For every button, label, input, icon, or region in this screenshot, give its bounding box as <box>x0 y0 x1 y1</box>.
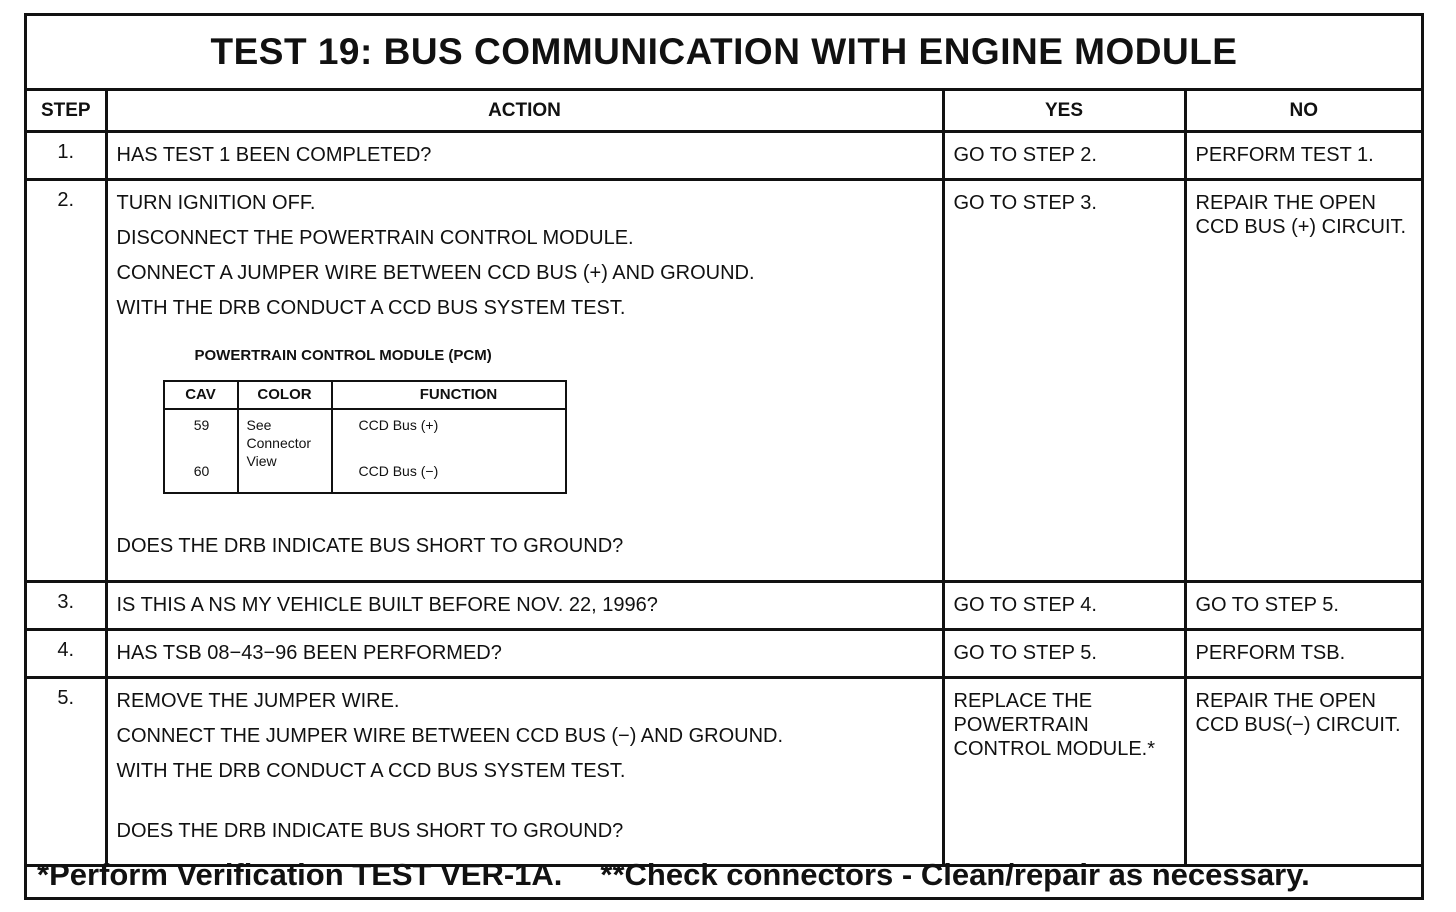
action-cell <box>106 630 943 678</box>
step-number: 2. <box>27 180 106 582</box>
header-yes: YES <box>943 90 1185 132</box>
no-cell: REPAIR THE OPEN CCD BUS (+) CIRCUIT. <box>1185 180 1421 582</box>
action-cell <box>106 132 943 180</box>
no-cell: REPAIR THE OPEN CCD BUS(−) CIRCUIT. <box>1185 678 1421 866</box>
pcm-header-color: COLOR <box>238 381 332 409</box>
pcm-cav-value: 59 <box>193 417 210 433</box>
action-line: CONNECT A JUMPER WIRE BETWEEN CCD BUS (+) AND GROUND. <box>116 262 755 284</box>
pcm-header-cav: CAV <box>164 381 238 409</box>
yes-cell: GO TO STEP 5. <box>943 630 1185 678</box>
action-question: DOES THE DRB INDICATE BUS SHORT TO GROUND? <box>116 535 624 557</box>
table-row <box>27 678 1421 866</box>
pcm-table-title: POWERTRAIN CONTROL MODULE (PCM) <box>194 347 492 364</box>
action-line: HAS TEST 1 BEEN COMPLETED? <box>116 144 432 166</box>
action-line: WITH THE DRB CONDUCT A CCD BUS SYSTEM TEST. <box>116 297 626 319</box>
action-line: WITH THE DRB CONDUCT A CCD BUS SYSTEM TEST. <box>116 760 626 782</box>
yes-cell: GO TO STEP 2. <box>943 132 1185 180</box>
action-line: TURN IGNITION OFF. <box>116 192 316 214</box>
connectors-note: **Check connectors - Clean/repair as necessary. <box>600 856 1310 892</box>
verification-note: *Perform Verification TEST VER-1A. <box>37 856 563 892</box>
pcm-pinout-table <box>163 380 567 494</box>
yes-cell: REPLACE THE POWERTRAIN CONTROL MODULE.* <box>943 678 1185 866</box>
pcm-function-value: CCD Bus (+) <box>358 417 439 433</box>
diagnostic-table <box>27 88 1421 867</box>
header-row <box>27 90 1421 132</box>
action-line: REMOVE THE JUMPER WIRE. <box>116 690 400 712</box>
action-line: CONNECT THE JUMPER WIRE BETWEEN CCD BUS (−) AND GROUND. <box>116 725 784 747</box>
no-cell: PERFORM TEST 1. <box>1185 132 1421 180</box>
table-row <box>27 132 1421 180</box>
action-cell <box>106 180 943 582</box>
footer-note <box>27 852 1421 897</box>
table-row <box>27 582 1421 630</box>
table-row <box>27 630 1421 678</box>
pcm-header-function: FUNCTION <box>332 381 566 409</box>
no-cell: PERFORM TSB. <box>1185 630 1421 678</box>
page-title: TEST 19: BUS COMMUNICATION WITH ENGINE MODULE <box>210 31 1238 72</box>
step-number: 4. <box>27 630 106 678</box>
test-sheet <box>24 13 1424 900</box>
action-question: DOES THE DRB INDICATE BUS SHORT TO GROUND? <box>116 820 624 842</box>
action-line: HAS TSB 08−43−96 BEEN PERFORMED? <box>116 642 502 664</box>
header-action: ACTION <box>106 90 943 132</box>
pcm-function-value: CCD Bus (−) <box>358 463 439 479</box>
step-number: 1. <box>27 132 106 180</box>
action-cell <box>106 678 943 866</box>
pcm-function-cell <box>332 409 566 493</box>
step-number: 3. <box>27 582 106 630</box>
step-number: 5. <box>27 678 106 866</box>
action-line: DISCONNECT THE POWERTRAIN CONTROL MODULE. <box>116 227 634 249</box>
pcm-cav-cell <box>164 409 238 493</box>
yes-cell: GO TO STEP 3. <box>943 180 1185 582</box>
header-step: STEP <box>27 90 106 132</box>
pcm-color-note: See Connector View <box>238 409 332 493</box>
table-row <box>27 180 1421 582</box>
pcm-cav-value: 60 <box>193 463 210 479</box>
action-line: IS THIS A NS MY VEHICLE BUILT BEFORE NOV. 22, 1996? <box>116 594 658 616</box>
yes-cell: GO TO STEP 4. <box>943 582 1185 630</box>
no-cell: GO TO STEP 5. <box>1185 582 1421 630</box>
action-cell <box>106 582 943 630</box>
header-no: NO <box>1185 90 1421 132</box>
